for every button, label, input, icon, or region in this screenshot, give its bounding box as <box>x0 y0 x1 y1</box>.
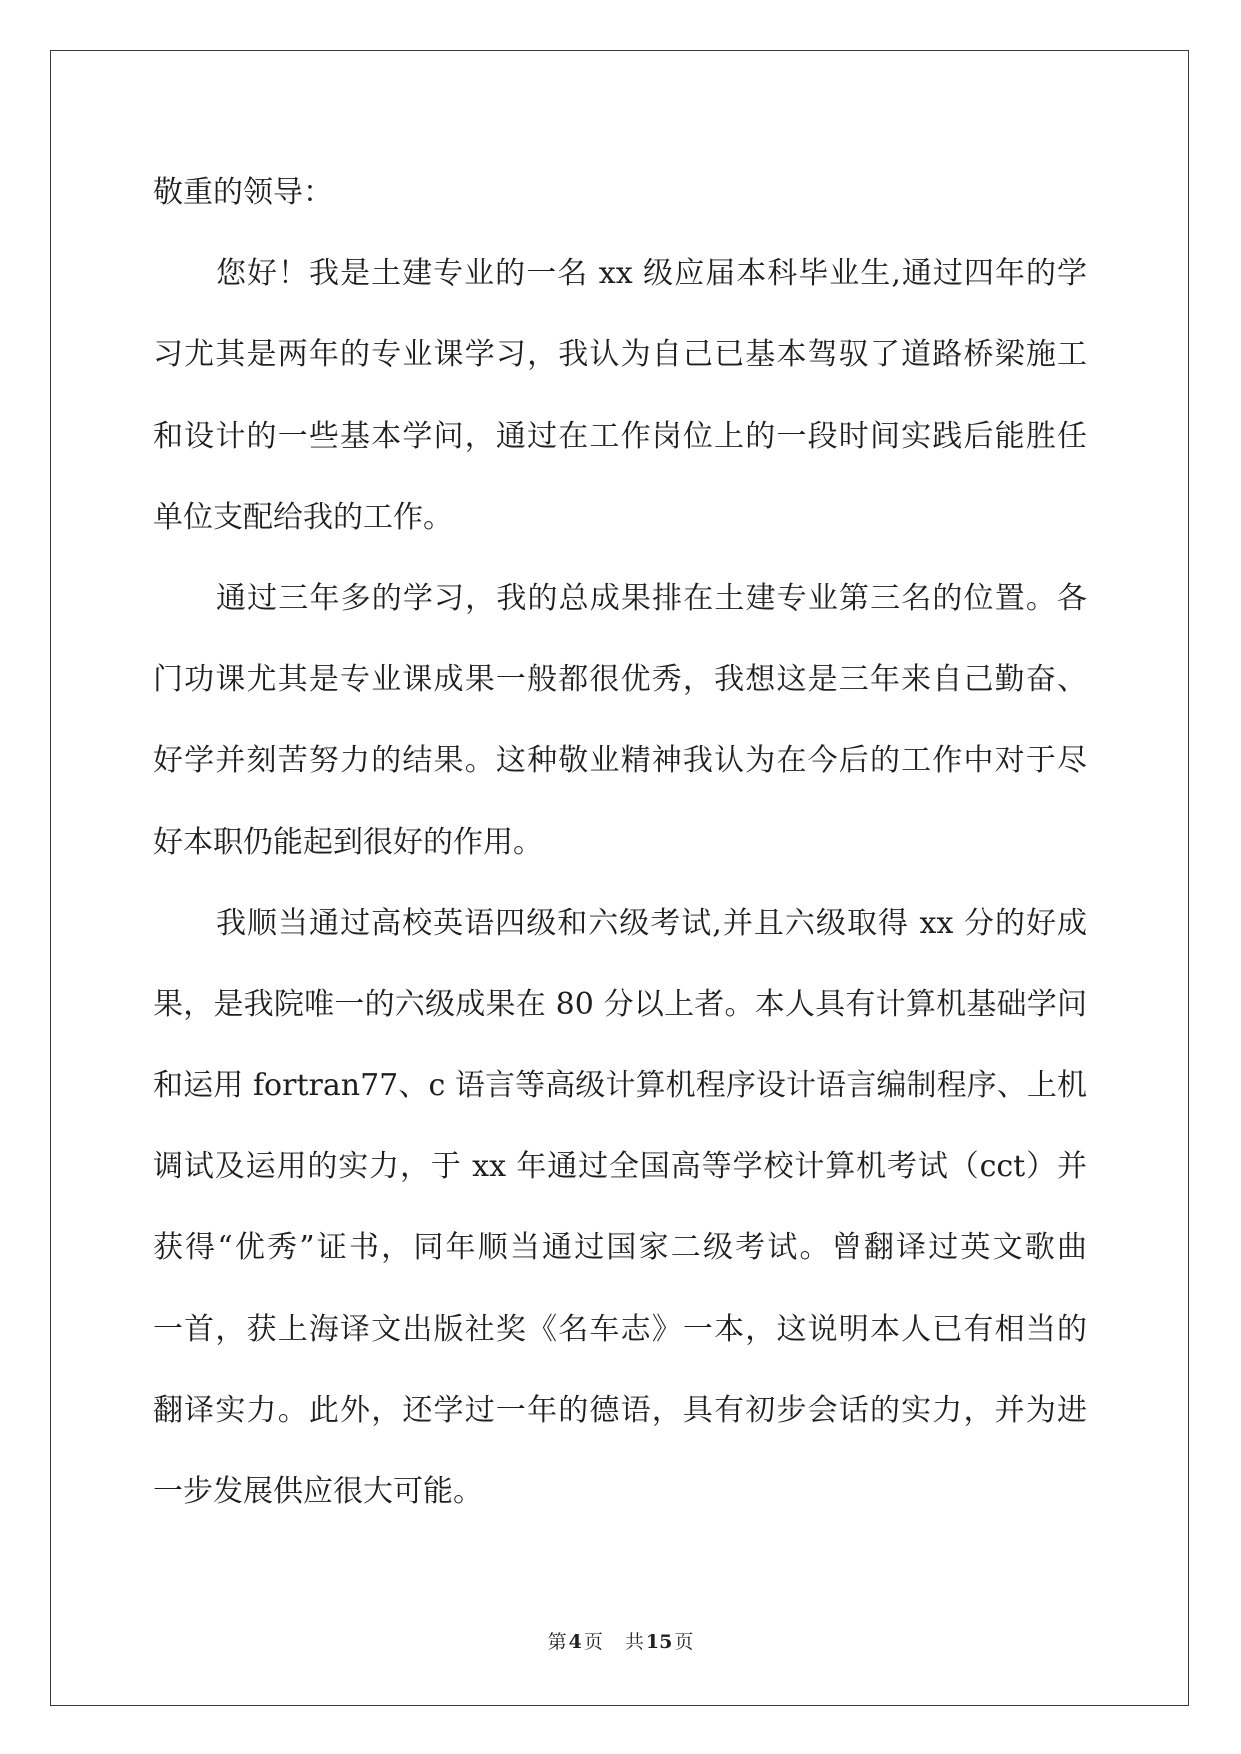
text-line: 果，是我院唯一的六级成果在 80 分以上者。本人具有计算机基础学问 <box>153 986 1087 1022</box>
text-line: 我顺当通过高校英语四级和六级考试,并且六级取得 xx 分的好成 <box>216 905 1087 941</box>
text-line: 翻译实力。此外，还学过一年的德语，具有初步会话的实力，并为进 <box>153 1392 1087 1428</box>
text-line: 好本职仍能起到很好的作用。 <box>153 824 543 860</box>
paragraph <box>153 883 1087 1533</box>
page-number: 4 <box>568 1631 582 1653</box>
text-line: 一步发展供应很大可能。 <box>153 1474 483 1509</box>
page-footer <box>0 1628 1241 1656</box>
paragraph <box>153 233 1087 558</box>
text-line: 通过三年多的学习，我的总成果排在土建专业第三名的位置。各 <box>216 580 1087 616</box>
text-line: 和设计的一些基本学问，通过在工作岗位上的一段时间实践后能胜任 <box>153 418 1087 454</box>
page-prefix: 第 <box>547 1631 567 1653</box>
text-line: 获得“优秀”证书，同年顺当通过国家二级考试。曾翻译过英文歌曲 <box>153 1230 1087 1266</box>
text-line: 您好！我是土建专业的一名 xx 级应届本科毕业生,通过四年的学 <box>216 256 1087 292</box>
text-line: 和运用 fortran77、c 语言等高级计算机程序设计语言编制程序、上机 <box>153 1068 1087 1104</box>
text-line: 单位支配给我的工作。 <box>153 499 453 535</box>
total-suffix: 页 <box>674 1631 694 1653</box>
text-line: 门功课尤其是专业课成果一般都很优秀，我想这是三年来自己勤奋、 <box>153 662 1087 698</box>
text-line: 习尤其是两年的专业课学习，我认为自己已基本驾驭了道路桥梁施工 <box>153 337 1087 373</box>
document-body <box>153 152 1087 1532</box>
page-suffix: 页 <box>583 1631 603 1653</box>
salutation: 敬重的领导： <box>153 175 333 210</box>
total-prefix: 共 <box>624 1631 644 1653</box>
text-line: 好学并刻苦努力的结果。这种敬业精神我认为在今后的工作中对于尽 <box>153 743 1087 779</box>
paragraph <box>153 558 1087 883</box>
total-pages: 15 <box>645 1631 673 1653</box>
text-line: 调试及运用的实力，于 xx 年通过全国高等学校计算机考试（cct）并 <box>153 1149 1087 1185</box>
text-line: 一首，获上海译文出版社奖《名车志》一本，这说明本人已有相当的 <box>153 1311 1087 1347</box>
